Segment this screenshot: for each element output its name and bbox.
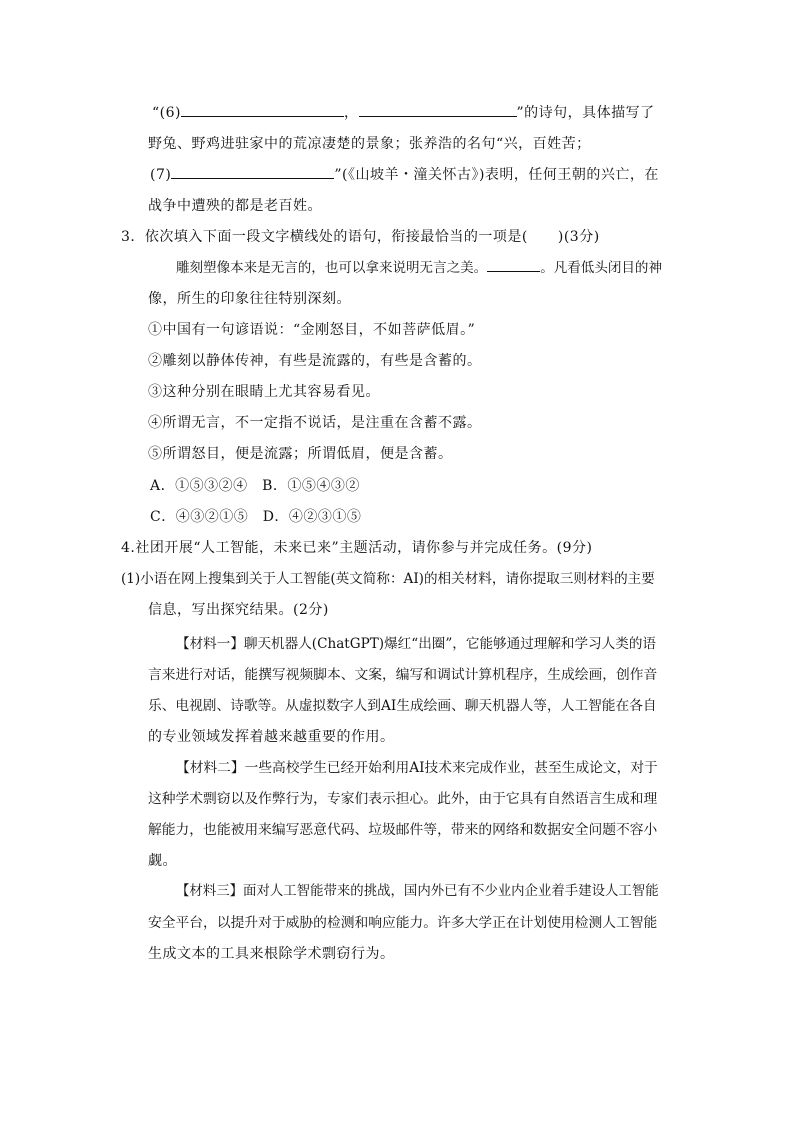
q3-options-row1: A．①⑤③②④ B．①⑤④③②	[150, 478, 360, 494]
q3-stem: 3．依次填入下面一段文字横线处的语句，衔接最恰当的一项是( )(3分)	[121, 229, 600, 245]
q2-line2: 野兔、野鸡进驻家中的荒凉凄楚的景象；张养浩的名句“兴，百姓苦；	[148, 136, 591, 152]
q3-passage-blank	[487, 258, 540, 272]
q3-item-4: ④所谓无言，不一定指不说话，是注重在含蓄不露。	[148, 415, 482, 431]
material-1-line1: 【材料一】聊天机器人(ChatGPT)爆红“出圈”，它能够通过理解和学习人类的语	[176, 636, 656, 652]
q2-blank6-label: “(6)	[152, 105, 181, 121]
q2-line4: 战争中遭殃的都是老百姓。	[148, 198, 322, 214]
q3-passage-line1: 雕刻塑像本来是无言的，也可以拿来说明无言之美。 。凡看低头闭目的神	[176, 260, 662, 276]
material-3-line3: 生成文本的工具来根除学术剽窃行为。	[148, 946, 395, 962]
material-2-line2: 这种学术剽窃以及作弊行为，专家们表示担心。此外，由于它具有自然语言生成和理	[148, 791, 658, 807]
q3-item-5: ⑤所谓怒目，便是流露；所谓低眉，便是含蓄。	[148, 446, 453, 462]
q4-stem: 4.社团开展“人工智能，未来已来”主题活动，请你参与并完成任务。(9分)	[121, 540, 593, 556]
q3-passage-line2: 像，所生的印象往往特别深刻。	[148, 291, 351, 307]
q3-item-1: ①中国有一句谚语说：“金刚怒目，不如菩萨低眉。”	[148, 322, 476, 338]
q3-item-3: ③这种分别在眼睛上尤其容易看见。	[148, 384, 380, 400]
q2-line1: “(6) ， ”的诗句，具体描写了	[152, 105, 655, 121]
q4-sub1-line2: 信息，写出探究结果。(2分)	[148, 602, 329, 618]
material-1-line3: 乐、电视剧、诗歌等。从虚拟数字人到AI生成绘画、聊天机器人等，人工智能在各自	[148, 698, 657, 714]
material-3-line1: 【材料三】面对人工智能带来的挑战，国内外已有不少业内企业着手建设人工智能	[176, 884, 659, 899]
material-2-line3: 解能力，也能被用来编写恶意代码、垃圾邮件等，带来的网络和数据安全问题不容小	[148, 822, 658, 838]
answer-blank-6b[interactable]	[359, 103, 517, 117]
answer-blank-6a[interactable]	[181, 103, 344, 117]
q2-line3: (7) ”(《山坡羊・潼关怀古》)表明，任何王朝的兴亡，在	[150, 167, 659, 183]
q3-item-2: ②雕刻以静体传神，有些是流露的，有些是含蓄的。	[148, 353, 482, 369]
q2-blank7-label: (7)	[150, 167, 172, 183]
material-2-line1: 【材料二】一些高校学生已经开始利用AI技术来完成作业，甚至生成论文，对于	[176, 760, 658, 776]
material-1-line4: 的专业领域发挥着越来越重要的作用。	[148, 729, 395, 745]
q3-options-row2: C．④③②①⑤ D．④②③①⑤	[150, 509, 362, 525]
material-2-line4: 觑。	[148, 853, 177, 869]
material-1-line2: 言来进行对话，能撰写视频脚本、文案，编写和调试计算机程序，生成绘画，创作音	[148, 667, 658, 683]
answer-blank-7[interactable]	[171, 165, 334, 179]
q4-sub1-line1: (1)小语在网上搜集到关于人工智能(英文简称：AI)的相关材料，请你提取三则材料的主要	[121, 571, 655, 587]
material-3-line2: 安全平台，以提升对于威胁的检测和响应能力。许多大学正在计划使用检测人工智能	[148, 915, 658, 931]
